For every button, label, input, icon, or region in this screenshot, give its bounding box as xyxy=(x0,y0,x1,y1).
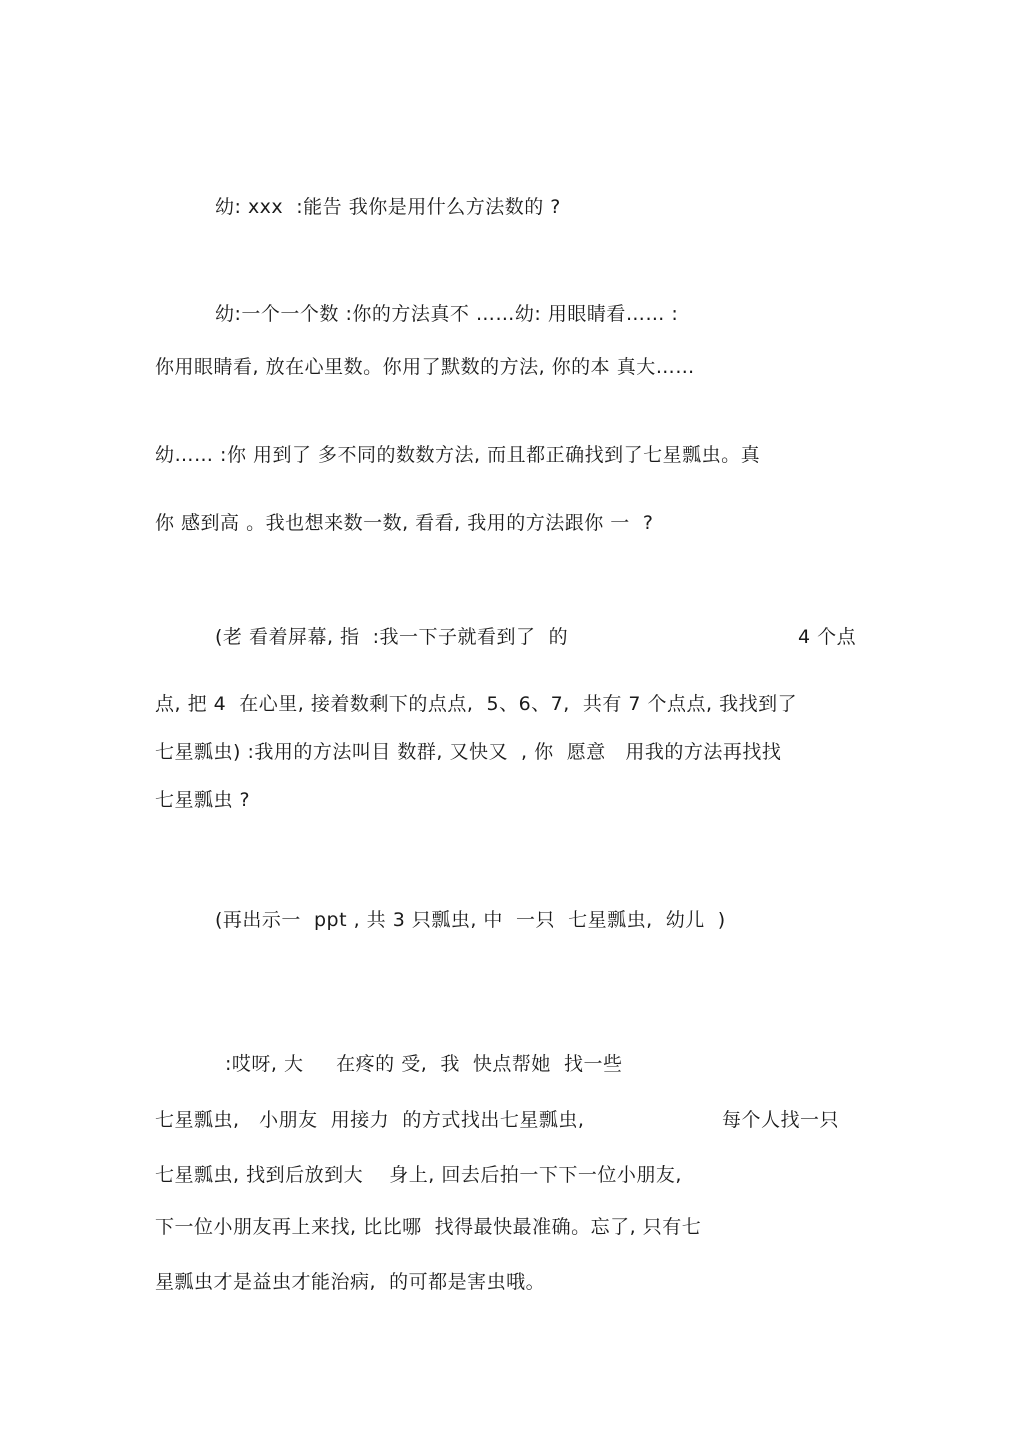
text-line: 幼:一个一个数 :你的方法真不 ……幼: 用眼睛看…… : xyxy=(215,303,679,325)
text-line: :哎呀, 大 在疼的 受, 我 快点帮她 找一些 xyxy=(225,1053,623,1075)
text-line: 七星瓢虫, 小朋友 用接力 的方式找出七星瓢虫, xyxy=(155,1109,585,1131)
text-line: 下一位小朋友再上来找, 比比哪 找得最快最准确。忘了, 只有七 xyxy=(155,1216,702,1238)
text-line: 4 个点 xyxy=(798,626,857,648)
text-line: (老 看着屏幕, 指 :我一下子就看到了 的 xyxy=(215,626,569,648)
text-line: 七星瓢虫, 找到后放到大 身上, 回去后拍一下下一位小朋友, xyxy=(155,1164,682,1186)
text-line: 点, 把 4 在心里, 接着数剩下的点点, 5、6、7, 共有 7 个点点, 我找到了 xyxy=(155,693,798,715)
text-line: 幼: xxx :能告 我你是用什么方法数的 ? xyxy=(215,196,561,218)
text-line: (再出示一 ppt , 共 3 只瓢虫, 中 一只 七星瓢虫, 幼儿 ) xyxy=(215,909,726,931)
text-line: 幼…… :你 用到了 多不同的数数方法, 而且都正确找到了七星瓢虫。真 xyxy=(155,444,761,466)
text-line: 你用眼睛看, 放在心里数。你用了默数的方法, 你的本 真大…… xyxy=(155,356,695,378)
text-line: 星瓢虫才是益虫才能治病, 的可都是害虫哦。 xyxy=(155,1271,546,1293)
text-line: 每个人找一只 xyxy=(722,1109,840,1131)
text-line: 你 感到高 。我也想来数一数, 看看, 我用的方法跟你 一 ? xyxy=(155,512,654,534)
text-line: 七星瓢虫 ? xyxy=(155,789,251,811)
text-line: 七星瓢虫) :我用的方法叫目 数群, 又快又 , 你 愿意 用我的方法再找找 xyxy=(155,741,782,763)
